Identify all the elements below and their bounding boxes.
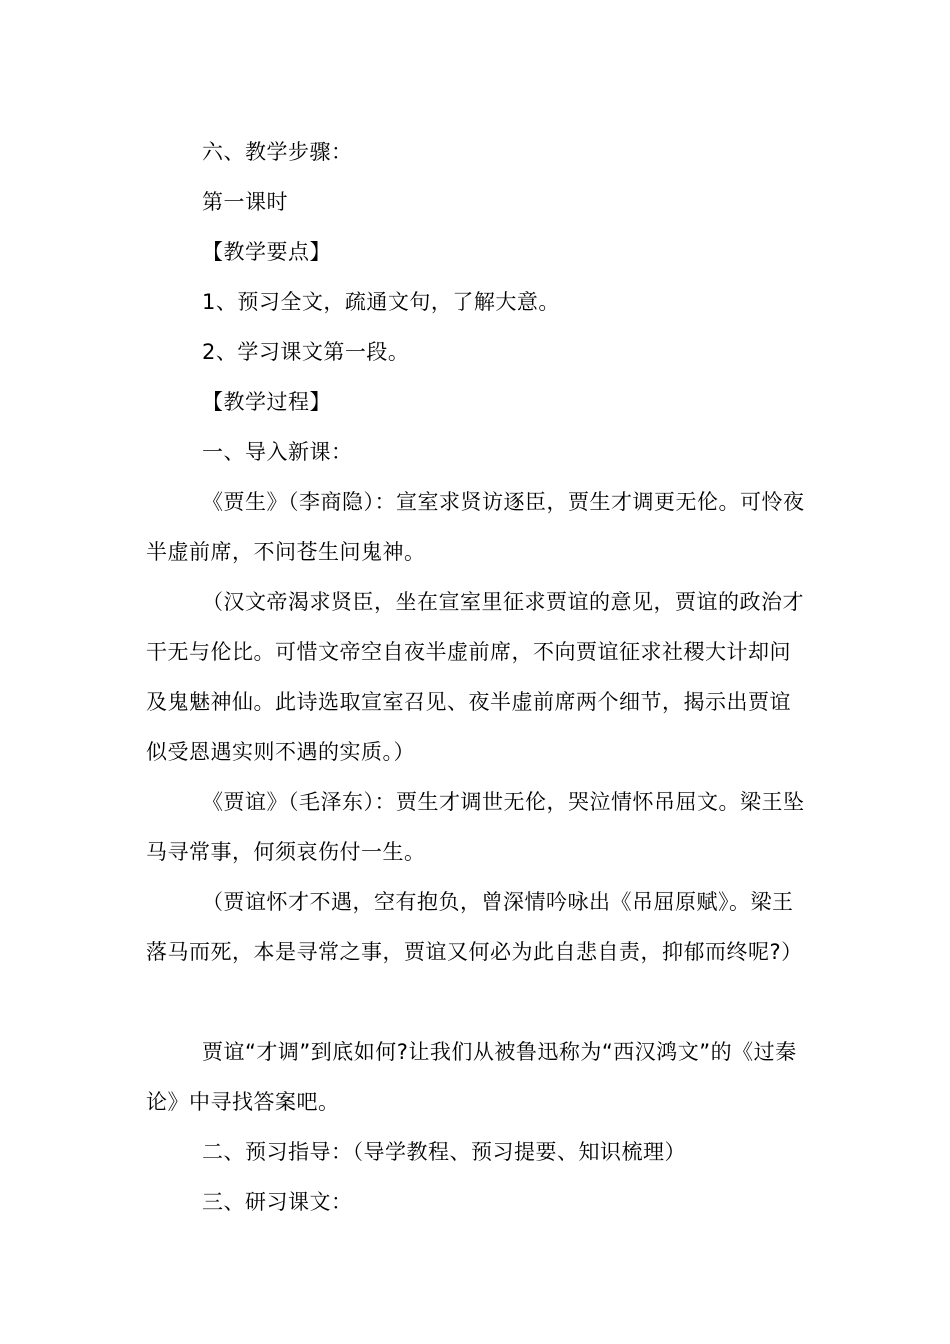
study-text-heading: 三、研习课文： bbox=[202, 1190, 353, 1214]
teaching-points-heading: 【教学要点】 bbox=[202, 240, 331, 264]
poem-jiasheng-paragraph: 《贾生》（李商隐）：宣室求贤访逐臣，贾生才调更无伦。可怜夜半虚前席，不问苍生问鬼神。 bbox=[146, 490, 805, 564]
lesson-period-label: 第一课时 bbox=[202, 190, 288, 214]
poem-jiasheng-explanation: （汉文帝渴求贤臣，坐在宣室里征求贾谊的意见，贾谊的政治才干无与伦比。可惜文帝空自夜半虚前席，不向贾谊征求社稷大计却问及鬼魅神仙。此诗选取宣室召见、夜半虚前席两个细节，揭示出贾谊似受恩遇实则不遇的实质。） bbox=[146, 590, 804, 764]
intro-heading: 一、导入新课： bbox=[202, 440, 353, 464]
teaching-point-2: 2、学习课文第一段。 bbox=[202, 340, 410, 364]
transition-paragraph: 贾谊“才调”到底如何?让我们从被鲁迅称为“西汉鸿文”的《过秦论》中寻找答案吧。 bbox=[146, 1040, 797, 1114]
teaching-point-1: 1、预习全文，疏通文句，了解大意。 bbox=[202, 290, 560, 314]
preview-guidance-heading: 二、预习指导：（导学教程、预习提要、知识梳理） bbox=[202, 1140, 686, 1164]
teaching-process-heading: 【教学过程】 bbox=[202, 390, 331, 414]
section-heading-teaching-steps: 六、教学步骤： bbox=[202, 140, 353, 164]
poem-jiayi-paragraph: 《贾谊》（毛泽东）：贾生才调世无伦，哭泣情怀吊屈文。梁王坠马寻常事，何须哀伤付一生。 bbox=[146, 790, 805, 864]
poem-jiayi-explanation: （贾谊怀才不遇，空有抱负，曾深情吟咏出《吊屈原赋》。梁王落马而死，本是寻常之事，贾谊又何必为此自悲自责，抑郁而终呢?） bbox=[146, 890, 803, 964]
